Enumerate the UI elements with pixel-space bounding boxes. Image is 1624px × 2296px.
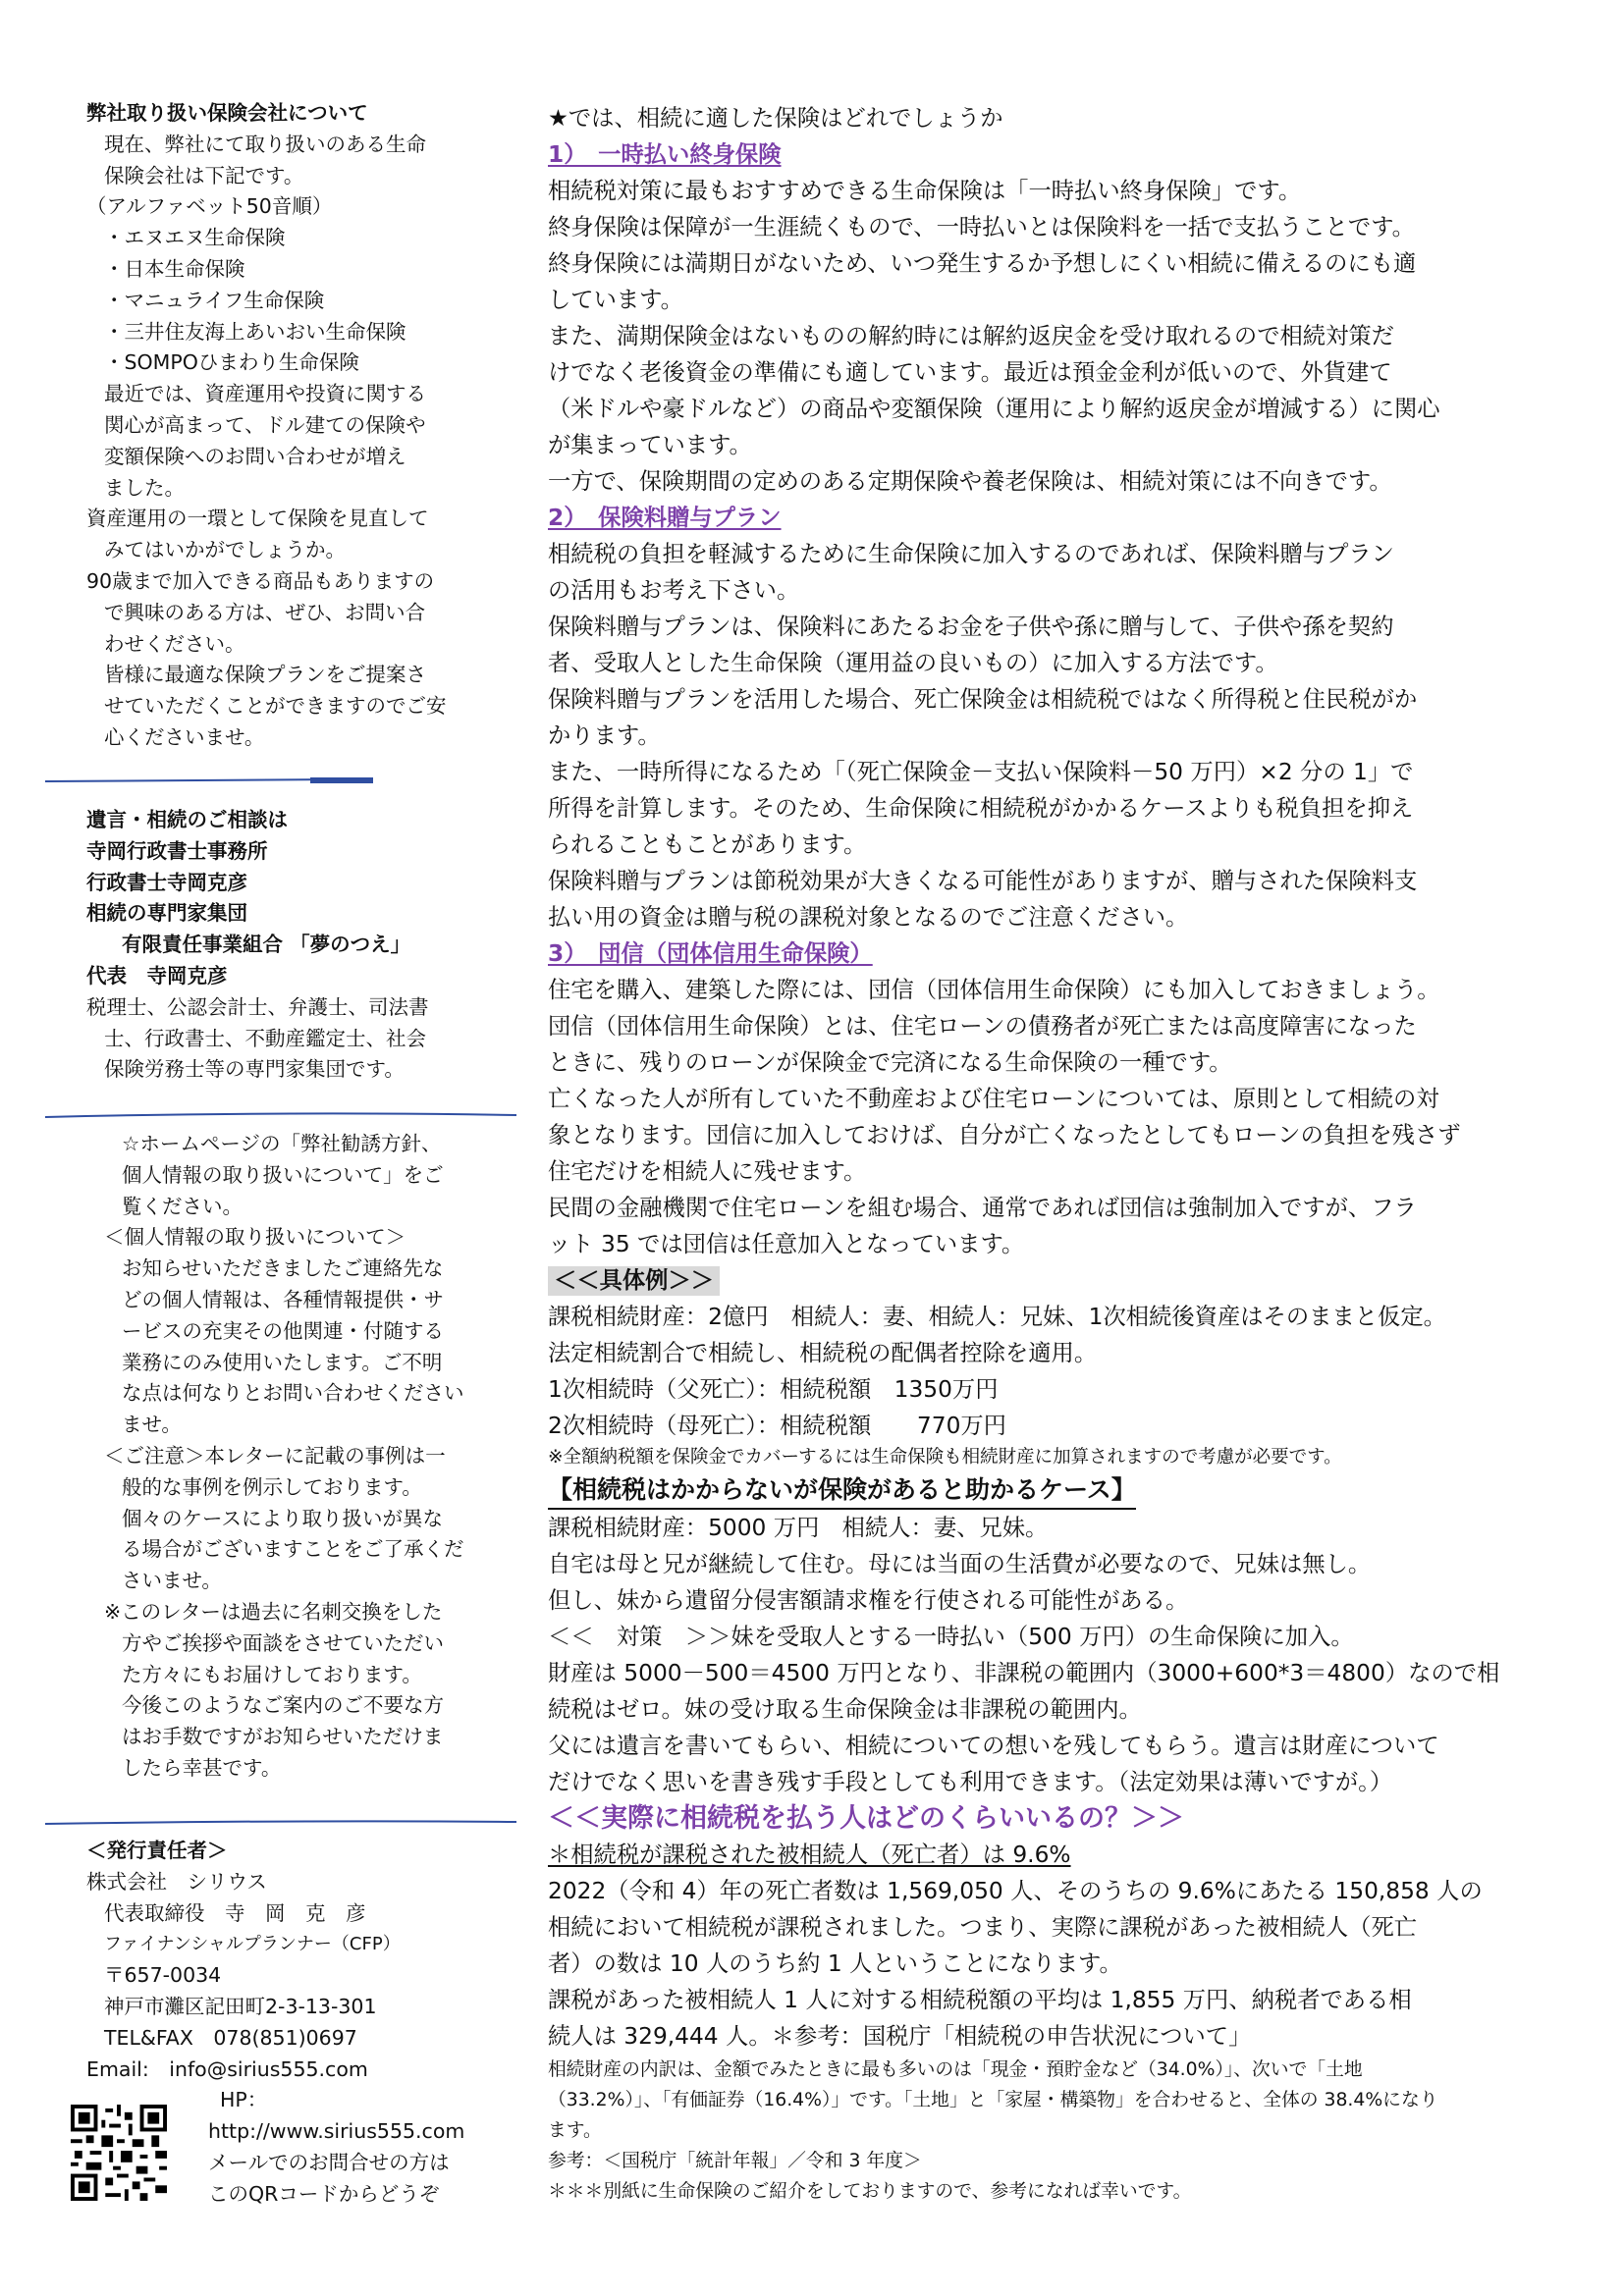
privacy-text: ませ。 <box>122 1413 182 1437</box>
experts-text: 税理士、公認会計士、弁護士、司法書 <box>86 994 429 1019</box>
example-text: 1次相続時（父死亡）：相続税額 1350万円 <box>548 1376 999 1403</box>
caution-text: 般的な事例を例示しております。 <box>122 1474 422 1499</box>
case-text: 自宅は母と兄が継続して住む。母には当面の生活費が必要なので、兄妹は無し。 <box>548 1551 1372 1577</box>
privacy-head: ＜個人情報の取り扱いについて＞ <box>104 1225 406 1250</box>
qr-code-icon[interactable] <box>71 2105 167 2201</box>
section-3-text: 住宅だけを相続人に残せます。 <box>548 1158 867 1185</box>
insurer-item: ・日本生命保険 <box>104 256 245 281</box>
privacy-text: な点は何なりとお問い合わせください <box>122 1381 464 1406</box>
stats-heading: ＜＜実際に相続税を払う人はどのくらいいるの？＞＞ <box>548 1803 1184 1834</box>
consult-line: 代表 寺岡克彦 <box>86 963 228 988</box>
case-text: だけでなく思いを書き残す手段としても利用できます。（法定効果は薄いですが。） <box>548 1769 1393 1795</box>
letter-text: したら幸甚です。 <box>122 1755 282 1780</box>
hp-text: 覧ください。 <box>122 1194 243 1218</box>
stats-text: 課税があった被相続人 1 人に対する相続税額の平均は 1,855 万円、納税者である相 <box>548 1987 1412 2013</box>
hp-text: ☆ホームページの「弊社勧誘方針、 <box>122 1132 442 1155</box>
age90-text: わせください。 <box>104 631 245 656</box>
letter-text: ※このレターは過去に名刺交換をした <box>104 1599 443 1624</box>
case-text: 続税はゼロ。妹の受け取る生命保険金は非課税の範囲内。 <box>548 1696 1142 1723</box>
reference-text: 参考：＜国税庁「統計年報」／令和 3 年度＞ <box>548 2151 922 2171</box>
recent-text: 関心が高まって、ドル建ての保険や <box>104 412 426 437</box>
section-1-title: 1） 一時払い終身保険 <box>548 141 782 168</box>
caution-text: 個々のケースにより取り扱いが異な <box>122 1506 443 1530</box>
section-3-text: 住宅を購入、建築した際には、団信（団体信用生命保険）にも加入しておきましょう。 <box>548 977 1440 1003</box>
consult-line: 寺岡行政書士事務所 <box>86 838 268 863</box>
divider-3 <box>45 1818 536 1822</box>
hp-text: 個人情報の取り扱いについて」をご <box>122 1162 444 1187</box>
section-3-text: ット 35 では団信は任意加入となっています。 <box>548 1231 1025 1257</box>
right-column <box>548 100 1540 2207</box>
recent-text: ました。 <box>104 475 185 500</box>
example-text: 2次相続時（母死亡）：相続税額 770万円 <box>548 1413 1006 1439</box>
section-3-text: 象となります。団信に加入しておけば、自分が亡くなったとしてもローンの負担を残さず <box>548 1122 1461 1148</box>
letter-text: はお手数ですがお知らせいただけま <box>122 1725 444 1749</box>
section-2-text: また、一時所得になるため「（死亡保険金－支払い保険料－50 万円）×2 分の 1」で <box>548 759 1414 785</box>
publisher-head: ＜発行責任者＞ <box>86 1839 228 1862</box>
insurers-intro: 現在、弊社にて取り扱いのある生命 <box>104 132 426 156</box>
insurers-title: 弊社取り扱い保険会社について <box>86 101 368 125</box>
stats-text: 者）の数は 10 人のうち約 1 人ということになります。 <box>548 1950 1122 1977</box>
closing-text: ＊＊＊別紙に生命保険のご紹介をしておりますので、参考になれば幸いです。 <box>548 2181 1192 2202</box>
email[interactable]: Email: info@sirius555.com <box>86 2056 368 2081</box>
consult-block <box>86 805 509 1086</box>
consult-line: 相続の専門家集団 <box>86 901 247 926</box>
divider-1 <box>45 777 536 781</box>
privacy-text: 業務にのみ使用いたします。ご不明 <box>122 1350 443 1374</box>
example-text: 課税相続財産：2億円 相続人：妻、相続人：兄妹、1次相続後資産はそのままと仮定。 <box>548 1304 1446 1330</box>
company-name: 株式会社 シリウス <box>86 1869 267 1894</box>
representative: 代表取締役 寺 岡 克 彦 <box>104 1900 366 1925</box>
insurers-intro: 保険会社は下記です。 <box>104 163 304 187</box>
privacy-text: お知らせいただきましたご連絡先な <box>122 1256 444 1281</box>
example-heading: ＜＜具体例＞＞ <box>548 1266 720 1296</box>
letter-text: 今後このようなご案内のご不要な方 <box>122 1693 444 1718</box>
section-2-text: の活用もお考え下さい。 <box>548 577 800 604</box>
insurer-item: ・SOMPOひまわり生命保険 <box>104 350 359 375</box>
hp-label: HP： <box>220 2088 268 2112</box>
section-2-text: 払い用の資金は贈与税の課税対象となるのでご注意ください。 <box>548 904 1189 931</box>
case-heading: 【相続税はかからないが保険があると助かるケース】 <box>548 1471 1136 1510</box>
qr-text: メールでのお問合せの方は <box>208 2150 450 2174</box>
experts-text: 士、行政書士、不動産鑑定士、社会 <box>104 1026 426 1050</box>
age90-text: で興味のある方は、ぜひ、お問い合 <box>104 600 426 624</box>
case-text: 父には遺言を書いてもらい、相続についての想いを残してもらう。遺言は財産について <box>548 1733 1439 1759</box>
insurer-item: ・エヌエヌ生命保険 <box>104 226 286 250</box>
section-3-text: ときに、残りのローンが保険金で完済になる生命保険の一種です。 <box>548 1049 1232 1076</box>
website-url[interactable]: http://www.sirius555.com <box>208 2119 465 2144</box>
section-1-text: 相続税対策に最もおすすめできる生命保険は「一時払い終身保険」です。 <box>548 178 1302 204</box>
consult-line: 行政書士寺岡克彦 <box>86 870 247 894</box>
section-2-text: かります。 <box>548 722 661 749</box>
case-text: 課税相続財産：5000 万円 相続人：妻、兄妹。 <box>548 1515 1049 1541</box>
recent-text: 変額保険へのお問い合わせが増え <box>104 444 406 468</box>
stats-text: （33.2%）」、「有価証券（16.4%）」です。「土地」と「家屋・構築物」を合わせると、全体の 38.4%になり <box>548 2090 1438 2110</box>
section-1-text: 終身保険には満期日がないため、いつ発生するか予想しにくい相続に備えるのにも適 <box>548 250 1417 277</box>
section-2-text: 相続税の負担を軽減するために生命保険に加入するのであれば、保険料贈与プラン <box>548 541 1394 567</box>
address: 神戸市灘区記田町2-3-13-301 <box>104 1994 377 2018</box>
zip-code: 〒657-0034 <box>104 1963 222 1988</box>
privacy-text: どの個人情報は、各種情報提供・サ <box>122 1287 444 1311</box>
section-2-text: られることもことがあります。 <box>548 831 867 858</box>
review-text: 資産運用の一環として保険を見直して <box>86 507 429 531</box>
case-text: 但し、妹から遺留分侵害額請求権を行使される可能性がある。 <box>548 1587 1189 1614</box>
review-text: みてはいかがでしょうか。 <box>104 538 346 562</box>
caution-text: る場合がございますことをご了承くだ <box>122 1537 464 1562</box>
section-3-title: 3） 団信（団体信用生命保険） <box>548 940 873 967</box>
caution-text: ＜ご注意＞本レターに記載の事例は一 <box>104 1443 446 1468</box>
propose-text: せていただくことができますのでご安 <box>104 694 447 719</box>
left-column <box>86 98 509 754</box>
section-1-text: また、満期保険金はないものの解約時には解約返戻金を受け取れるので相続対策だ <box>548 323 1394 349</box>
section-2-text: 所得を計算します。そのため、生命保険に相続税がかかるケースよりも税負担を抑え <box>548 795 1414 822</box>
section-1-text: しています。 <box>548 287 683 313</box>
letter-text: 方やご挨拶や面談をさせていただい <box>122 1630 444 1655</box>
example-text: 法定相続割合で相続し、相続税の配偶者控除を適用。 <box>548 1340 1098 1366</box>
stats-text: 相続財産の内訳は、金額でみたときに最も多いのは「現金・預貯金など（34.0%）」、次いで「土地 <box>548 2059 1363 2080</box>
case-text: ＜＜ 対策 ＞＞妹を受取人とする一時払い（500 万円）の生命保険に加入。 <box>548 1624 1354 1650</box>
section-2-text: 保険料贈与プランを活用した場合、死亡保険金は相続税ではなく所得税と住民税がか <box>548 686 1418 713</box>
recent-text: 最近では、資産運用や投資に関する <box>104 382 426 406</box>
letter-text: た方々にもお届けしております。 <box>122 1662 422 1686</box>
case-text: 財産は 5000－500＝4500 万円となり、非課税の範囲内（3000+600*3＝4800）なので相 <box>548 1660 1500 1686</box>
insurer-item: ・三井住友海上あいおい生命保険 <box>104 319 406 344</box>
insurer-item: ・マニュライフ生命保険 <box>104 288 325 312</box>
tel-fax: TEL&FAX 078(851)0697 <box>104 2025 357 2050</box>
age90-text: 90歳まで加入できる商品もありますの <box>86 568 435 593</box>
notice-block <box>86 1129 509 1785</box>
section-2-title: 2） 保険料贈与プラン <box>548 505 782 531</box>
stats-text: 続人は 329,444 人。＊参考：国税庁「相続税の申告状況について」 <box>548 2023 1252 2050</box>
divider-2 <box>45 1109 536 1113</box>
section-3-text: 民間の金融機関で住宅ローンを組む場合、通常であれば団信は強制加入ですが、フラ <box>548 1195 1417 1221</box>
cfp-title: ファイナンシャルプランナー（CFP） <box>104 1934 401 1955</box>
section-1-text: が集まっています。 <box>548 432 752 458</box>
section-3-text: 団信（団体信用生命保険）とは、住宅ローンの債務者が死亡または高度障害になった <box>548 1013 1417 1040</box>
caution-text: さいませ。 <box>122 1569 222 1593</box>
stats-text: 2022（令和 4）年の死亡者数は 1,569,050 人、そのうちの 9.6%にあたる 150,858 人の <box>548 1878 1483 1904</box>
section-3-text: 亡くなった人が所有していた不動産および住宅ローンについては、原則として相続の対 <box>548 1086 1439 1112</box>
section-1-text: けでなく老後資金の準備にも適しています。最近は預金金利が低いので、外貨建て <box>548 359 1392 386</box>
section-2-text: 保険料贈与プランは、保険料にあたるお金を子供や孫に贈与して、子供や孫を契約 <box>548 614 1394 640</box>
consult-line: 遺言・相続のご相談は <box>86 808 288 831</box>
stats-text: ます。 <box>548 2120 602 2141</box>
section-1-text: 終身保険は保障が一生涯続くもので、一時払いとは保険料を一括で支払うことです。 <box>548 214 1415 240</box>
order-note: （アルファベット50音順） <box>86 194 333 219</box>
experts-text: 保険労務士等の専門家集団です。 <box>104 1057 405 1082</box>
stats-text: 相続において相続税が課税されました。つまり、実際に課税があった被相続人（死亡 <box>548 1914 1418 1941</box>
example-note: ※全額納税額を保険金でカバーするには生命保険も相続財産に加算されますので考慮が必要です。 <box>548 1447 1342 1468</box>
stats-subheading: ＊相続税が課税された被相続人（死亡者）は 9.6% <box>548 1842 1071 1868</box>
section-2-text: 保険料贈与プランは節税効果が大きくなる可能性がありますが、贈与された保険料支 <box>548 868 1418 894</box>
privacy-text: ービスの充実その他関連・付随する <box>122 1318 444 1343</box>
section-1-text: 一方で、保険期間の定めのある定期保険や養老保険は、相続対策には不向きです。 <box>548 468 1392 495</box>
intro-line: ★では、相続に適した保険はどれでしょうか <box>548 105 1003 132</box>
propose-text: 皆様に最適な保険プランをご提案さ <box>104 663 426 687</box>
propose-text: 心くださいませ。 <box>104 724 265 749</box>
consult-line: 有限責任事業組合 「夢のつえ」 <box>122 933 411 957</box>
section-2-text: 者、受取人とした生命保険（運用益の良いもの）に加入する方法です。 <box>548 650 1278 676</box>
qr-text: このQRコードからどうぞ <box>208 2181 440 2206</box>
section-1-text: （米ドルや豪ドルなど）の商品や変額保険（運用により解約返戻金が増減する）に関心 <box>548 396 1440 422</box>
